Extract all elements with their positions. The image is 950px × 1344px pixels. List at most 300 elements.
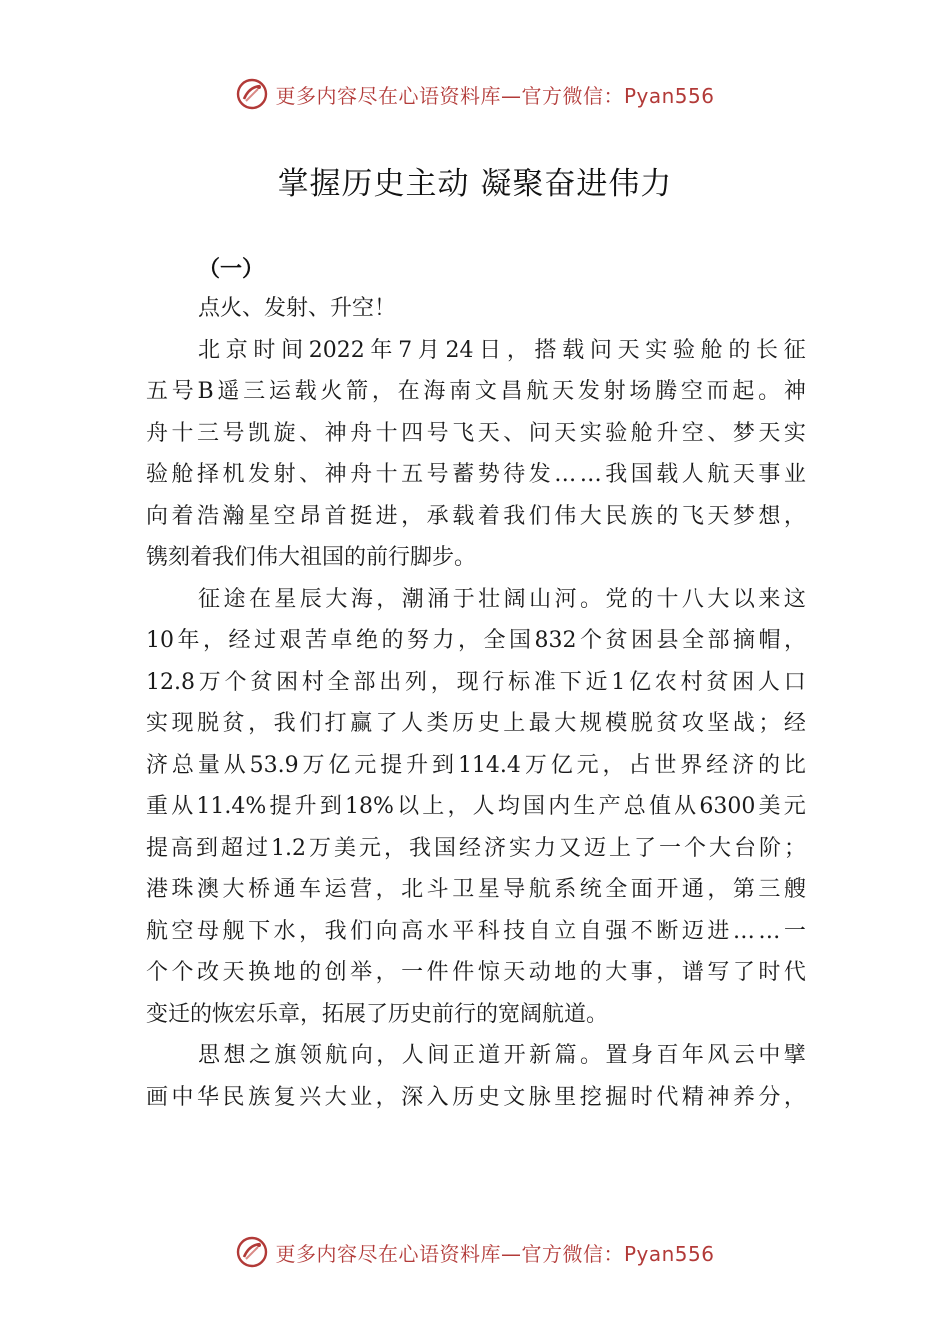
line-char: 提	[380, 752, 403, 778]
line-char: 天	[617, 337, 640, 363]
line-char: 日	[479, 337, 502, 363]
line-char: 现	[456, 669, 479, 695]
line-char: 济	[732, 752, 755, 778]
line-char: 神	[324, 462, 347, 487]
line-char: 征	[198, 586, 221, 612]
line-char: 的	[381, 628, 404, 653]
line-char: 承	[426, 503, 449, 529]
line-char: 元	[354, 752, 377, 778]
line-char: 水	[426, 918, 449, 944]
banner-text: 更多内容尽在心语资料库—官方微信：Pyan556	[275, 1241, 715, 1266]
line-char: 万	[524, 752, 547, 778]
line-char: 通	[681, 877, 704, 902]
line-char: 、	[299, 462, 322, 487]
line-char: 阔	[503, 586, 526, 612]
line-char: 实	[783, 420, 806, 446]
line-char: 代	[656, 1084, 679, 1110]
line-char: 打	[324, 711, 347, 736]
line-char: 地	[273, 960, 296, 985]
line-char: 国	[433, 835, 456, 861]
line-char: 列	[405, 669, 428, 695]
line-char: 族	[630, 503, 653, 529]
line-char: 类	[426, 711, 449, 736]
line-char: 国	[508, 628, 531, 653]
line-char: 里	[554, 1084, 577, 1110]
line-char: 贫	[222, 711, 245, 736]
line-char: 分	[758, 1084, 781, 1110]
line-char: 瀚	[222, 503, 245, 529]
line-char: 航	[325, 1043, 348, 1068]
line-char: 自	[579, 918, 602, 944]
line-char: 114.4	[457, 752, 521, 778]
line-char: 三	[197, 420, 220, 446]
line-char: 部	[707, 628, 730, 653]
line-char: 载	[562, 337, 585, 363]
line-char: 实	[508, 835, 531, 861]
line-char: ；	[758, 711, 781, 736]
line-char: 个	[224, 669, 247, 695]
line-char: 历	[452, 1084, 475, 1110]
line-char: 向	[350, 1043, 373, 1068]
line-char: 1	[611, 669, 626, 695]
line-char: 人	[681, 462, 704, 487]
line-char: 八	[681, 586, 704, 612]
line-char: 第	[732, 877, 755, 902]
line-char: 口	[783, 669, 806, 695]
line-char: 比	[783, 752, 806, 778]
line-char: 时	[758, 960, 781, 985]
line-char: 月	[417, 337, 440, 363]
line-char: 面	[630, 877, 653, 902]
line-char: 载	[656, 462, 679, 487]
line-char: 十	[171, 420, 194, 446]
line-char: ，	[783, 503, 806, 529]
line-char: 向	[146, 503, 169, 529]
line-char: ，	[430, 669, 453, 695]
line-char: 历	[452, 711, 475, 736]
line-char: …	[758, 918, 781, 944]
header-banner	[0, 74, 950, 114]
line-char: ，	[375, 1084, 398, 1110]
line-char: 亿	[550, 752, 573, 778]
line-char: 、	[503, 420, 526, 446]
line-char: 斗	[426, 877, 449, 902]
line-char: 时	[253, 337, 276, 363]
line-char: ，	[602, 752, 625, 778]
line-char: ，	[783, 1084, 806, 1110]
line-char: 身	[630, 1043, 653, 1068]
line-char: 53.9	[249, 752, 299, 778]
line-char: 提	[146, 835, 169, 861]
line-char: 了	[732, 960, 755, 985]
line-char: 全	[483, 628, 506, 653]
line-char: 号	[426, 462, 449, 487]
line-char: ，	[375, 960, 398, 985]
line-char: 元	[576, 752, 599, 778]
line-char: 高	[171, 835, 194, 861]
line-char: 一	[658, 835, 681, 861]
line-char: 万	[302, 752, 325, 778]
line-char: 力	[533, 835, 556, 861]
paragraph-line	[146, 1035, 806, 1077]
line-char: 10	[146, 628, 174, 653]
line-char: 脉	[528, 1084, 551, 1110]
line-char: 卓	[330, 628, 353, 653]
line-char: 途	[223, 586, 246, 612]
line-char: 元	[358, 835, 381, 861]
line-char: 12.8	[146, 669, 195, 695]
line-char: 五	[146, 379, 169, 404]
line-char: 验	[146, 462, 169, 487]
line-char: 经	[458, 835, 481, 861]
line-char: 行	[482, 669, 505, 695]
line-char: 升	[294, 794, 317, 819]
line-char: 代	[783, 960, 806, 985]
line-char: 壮	[478, 586, 501, 612]
line-char: 海	[350, 586, 373, 612]
line-char: 断	[656, 918, 679, 944]
line-char: 困	[630, 628, 653, 653]
line-char: 水	[273, 918, 296, 944]
line-char: 从	[171, 794, 194, 819]
line-char: 想	[758, 503, 781, 529]
line-char: 帽	[758, 628, 781, 653]
line-char: 而	[706, 379, 729, 404]
line-char: 实	[645, 337, 668, 363]
line-char: 载	[294, 379, 317, 404]
line-char: 2022	[308, 337, 365, 363]
line-char: 复	[273, 1084, 296, 1110]
line-char: 大	[605, 960, 628, 985]
paragraph-line	[146, 413, 806, 455]
line-char: 向	[375, 918, 398, 944]
line-char: 年	[370, 337, 393, 363]
line-char: 族	[248, 1084, 271, 1110]
line-char: 天	[477, 420, 500, 446]
line-char: …	[554, 462, 577, 487]
line-char: 天	[503, 960, 526, 985]
line-char: 十	[375, 462, 398, 487]
line-char: 经	[228, 628, 251, 653]
line-char: 提	[269, 794, 292, 819]
line-char: 天	[732, 462, 755, 487]
line-char: 个	[683, 835, 706, 861]
line-char: 。	[580, 586, 603, 612]
line-char: 一	[783, 918, 806, 944]
line-char: 舰	[222, 918, 245, 944]
line-char: 置	[605, 1043, 628, 1068]
line-char: 大	[325, 586, 348, 612]
line-char: 文	[474, 379, 497, 404]
line-char: 坚	[707, 711, 730, 736]
line-char: 个	[171, 960, 194, 985]
line-char: 年	[681, 1043, 704, 1068]
paragraph-line	[146, 371, 806, 413]
line-char: 从	[223, 752, 246, 778]
line-char: B	[197, 379, 214, 404]
document-body	[146, 288, 806, 1118]
line-char: 画	[146, 1084, 169, 1110]
line-char: 梦	[732, 420, 755, 446]
line-char: 百	[656, 1043, 679, 1068]
paragraph-line	[146, 745, 806, 787]
line-char: 美	[758, 794, 781, 819]
line-char: 以	[732, 586, 755, 612]
line-char: 这	[783, 586, 806, 612]
line-char: 832	[534, 628, 577, 653]
line-char: 事	[630, 960, 653, 985]
line-char: 困	[732, 669, 755, 695]
line-char: 起	[732, 379, 755, 404]
line-char: 辰	[299, 586, 322, 612]
line-char: 阶	[758, 835, 781, 861]
line-char: 困	[276, 669, 299, 695]
line-char: 问	[589, 337, 612, 363]
line-char: 超	[221, 835, 244, 861]
line-char: 个	[579, 628, 602, 653]
line-char: 星	[477, 877, 500, 902]
line-char: 通	[273, 877, 296, 902]
line-char: 总	[171, 752, 194, 778]
section-heading: （一）	[198, 256, 265, 282]
line-char: 舟	[350, 462, 373, 487]
line-char: 海	[423, 379, 446, 404]
line-char: 贫	[656, 711, 679, 736]
paragraph-line	[146, 288, 806, 330]
line-char: 现	[171, 711, 194, 736]
line-char: 首	[324, 503, 347, 529]
line-char: 总	[623, 794, 646, 819]
line-char: 新	[529, 1043, 552, 1068]
banner-text: 更多内容尽在心语资料库—官方微信：Pyan556	[275, 83, 715, 108]
line-char: 挖	[579, 1084, 602, 1110]
line-char: …	[579, 462, 602, 487]
line-char: 神	[324, 420, 347, 446]
document-title: 掌握历史主动 凝聚奋进伟力	[277, 166, 673, 202]
line-char: 天	[222, 960, 245, 985]
line-char: 过	[253, 628, 276, 653]
line-char: 河	[554, 586, 577, 612]
paragraph-line	[146, 579, 806, 621]
line-char: 珠	[171, 877, 194, 902]
paragraph-line	[146, 537, 806, 579]
line-char: 我	[408, 835, 431, 861]
line-char: 迈	[583, 835, 606, 861]
line-char: 号	[222, 420, 245, 446]
line-char: 摘	[732, 628, 755, 653]
paragraph-line	[146, 911, 806, 953]
footer-banner	[0, 1232, 950, 1272]
line-char: 举	[350, 960, 373, 985]
line-char: 在	[397, 379, 420, 404]
line-char: 亿	[629, 669, 652, 695]
line-char: 的	[579, 960, 602, 985]
line-char: 系	[554, 877, 577, 902]
line-char: 济	[146, 752, 169, 778]
line-char: 挺	[350, 503, 373, 529]
line-char: 长	[756, 337, 779, 363]
line-char: ，	[707, 877, 730, 902]
line-char: 上	[608, 835, 631, 861]
line-char: 值	[648, 794, 671, 819]
line-char: 出	[379, 669, 402, 695]
line-char: 生	[573, 794, 596, 819]
line-char: ，	[371, 379, 394, 404]
line-char: 箭	[346, 379, 369, 404]
line-char: 进	[375, 503, 398, 529]
line-char: 升	[406, 752, 429, 778]
line-char: 北	[198, 337, 221, 363]
line-char: 舱	[630, 420, 653, 446]
line-char: 桥	[248, 877, 271, 902]
line-char: 7	[398, 337, 413, 363]
line-char: 领	[299, 1043, 322, 1068]
line-char: …	[732, 918, 755, 944]
line-text: 点火、发射、升空！	[198, 296, 397, 321]
line-char: 18%	[345, 794, 394, 819]
line-char: 十	[375, 420, 398, 446]
line-char: 火	[320, 379, 343, 404]
line-char: ，	[375, 877, 398, 902]
line-char: 、	[707, 420, 730, 446]
line-char: 潮	[401, 586, 424, 612]
line-char: 昂	[299, 503, 322, 529]
line-char: 产	[598, 794, 621, 819]
paragraph-line	[146, 703, 806, 745]
line-char: 强	[605, 918, 628, 944]
line-char: 神	[783, 379, 806, 404]
line-char: 载	[452, 503, 475, 529]
line-char: 旋	[273, 420, 296, 446]
line-char: 们	[299, 711, 322, 736]
line-char: 农	[654, 669, 677, 695]
line-char: 经	[706, 752, 729, 778]
line-char: 大	[707, 586, 730, 612]
line-char: 们	[350, 918, 373, 944]
line-char: 舱	[171, 462, 194, 487]
line-char: 大	[708, 835, 731, 861]
line-char: 量	[197, 752, 220, 778]
line-char: 了	[633, 835, 656, 861]
line-char: 标	[508, 669, 531, 695]
book-logo-icon	[235, 1235, 269, 1269]
line-char: 11.4%	[196, 794, 267, 819]
line-char: 导	[503, 877, 526, 902]
line-char: 北	[401, 877, 424, 902]
line-char: 梦	[732, 503, 755, 529]
line-char: 近	[585, 669, 608, 695]
line-char: 上	[422, 794, 445, 819]
line-char: 业	[783, 462, 806, 487]
line-char: 24	[445, 337, 474, 363]
line-char: 赢	[350, 711, 373, 736]
line-char: 时	[630, 1084, 653, 1110]
line-char: 飞	[681, 503, 704, 529]
line-char: 写	[707, 960, 730, 985]
line-char: 入	[426, 1084, 449, 1110]
line-char: 三	[758, 877, 781, 902]
line-char: 号	[426, 420, 449, 446]
line-char: 场	[629, 379, 652, 404]
line-char: 下	[248, 918, 271, 944]
line-char: 大	[324, 1084, 347, 1110]
line-char: 万	[198, 669, 221, 695]
line-char: 攻	[681, 711, 704, 736]
line-char: 港	[146, 877, 169, 902]
line-char: 的	[757, 752, 780, 778]
line-char: 五	[401, 462, 424, 487]
line-char: 发	[577, 379, 600, 404]
line-char: 努	[406, 628, 429, 653]
line-char: 间	[281, 337, 304, 363]
line-char: 下	[559, 669, 582, 695]
line-char: 的	[656, 503, 679, 529]
line-char: 舱	[700, 337, 723, 363]
line-char: ，	[248, 711, 271, 736]
line-char: 。	[580, 1043, 603, 1068]
line-char: 待	[503, 462, 526, 487]
line-char: 星	[248, 503, 271, 529]
line-char: 山	[529, 586, 552, 612]
line-char: 国	[630, 462, 653, 487]
line-char: 到	[196, 835, 219, 861]
line-char: 云	[732, 1043, 755, 1068]
line-char: 贫	[605, 628, 628, 653]
line-char: 发	[528, 462, 551, 487]
line-char: ，	[202, 628, 225, 653]
line-char: 擘	[783, 1043, 806, 1068]
line-char: 浩	[197, 503, 220, 529]
line-char: 经	[783, 711, 806, 736]
line-char: 了	[375, 711, 398, 736]
line-char: 艰	[279, 628, 302, 653]
line-char: 件	[426, 960, 449, 985]
line-char: ，	[457, 628, 480, 653]
line-char: 立	[554, 918, 577, 944]
line-char: 实	[579, 420, 602, 446]
line-char: 着	[477, 503, 500, 529]
line-char: 号	[171, 379, 194, 404]
line-char: 史	[477, 711, 500, 736]
paragraph-line	[146, 496, 806, 538]
line-char: 之	[248, 1043, 271, 1068]
line-char: 准	[533, 669, 556, 695]
line-char: 星	[274, 586, 297, 612]
line-char: ，	[376, 586, 399, 612]
line-char: 验	[672, 337, 695, 363]
line-char: 民	[222, 1084, 245, 1110]
line-char: 技	[503, 918, 526, 944]
line-char: 开	[656, 877, 679, 902]
line-char: 来	[758, 586, 781, 612]
line-char: 飞	[452, 420, 475, 446]
paragraph-line	[146, 330, 806, 372]
line-char: 蓄	[452, 462, 475, 487]
line-char: 从	[674, 794, 697, 819]
paragraph-line	[146, 786, 806, 828]
line-text: 变迁的恢宏乐章，拓展了历史前行的宽阔航道。	[146, 1001, 609, 1027]
paragraph-line	[146, 994, 806, 1036]
line-char: 三	[243, 379, 266, 404]
line-char: 在	[248, 586, 271, 612]
line-char: 大	[222, 877, 245, 902]
line-char: 于	[452, 586, 475, 612]
line-char: 京	[225, 337, 248, 363]
line-char: 空	[273, 503, 296, 529]
line-char: 大	[579, 503, 602, 529]
line-char: 开	[503, 1043, 526, 1068]
paragraph-line	[146, 662, 806, 704]
